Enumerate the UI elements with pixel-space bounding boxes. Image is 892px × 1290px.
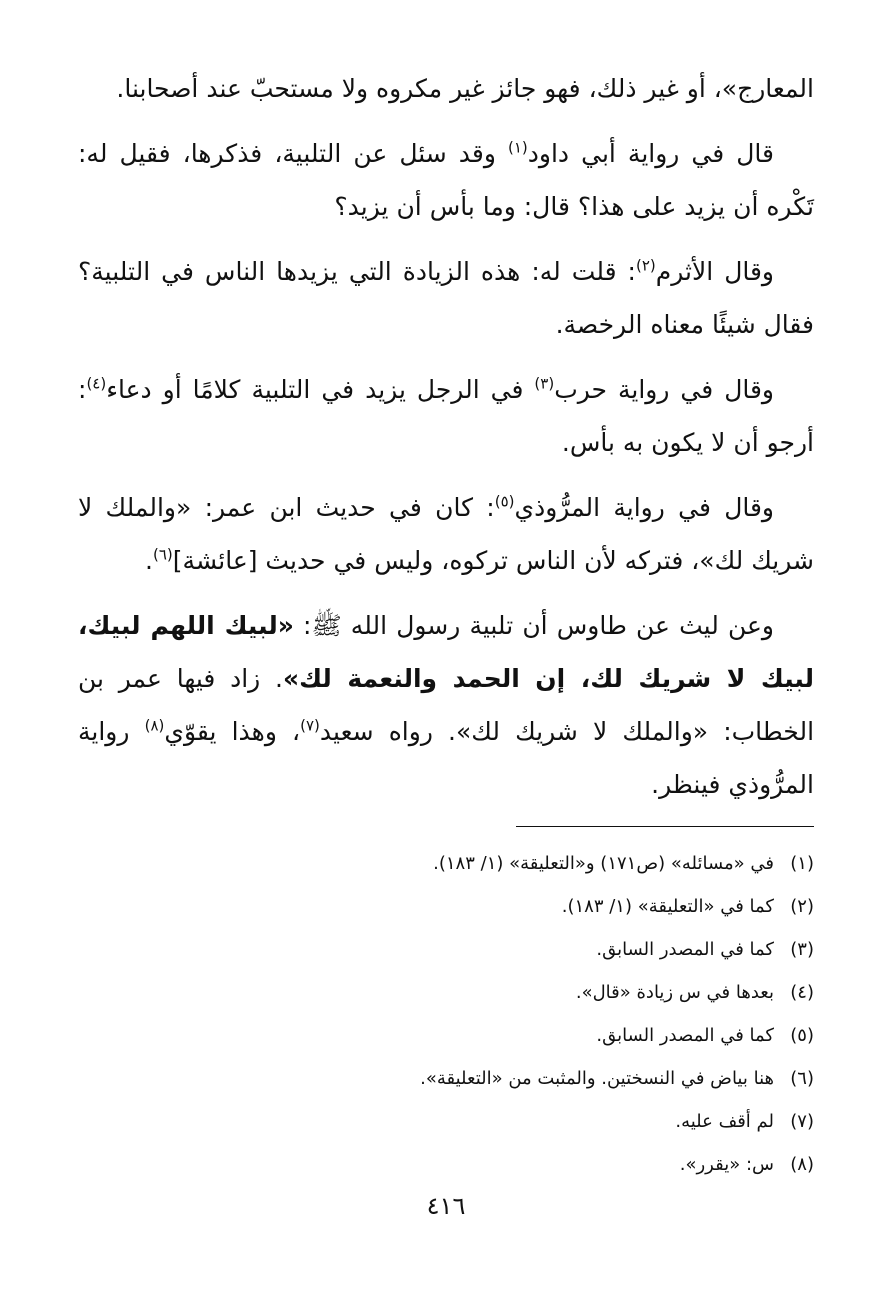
text-segment: : أرجو أن لا يكون به بأس. xyxy=(78,375,814,457)
footnote xyxy=(78,928,814,971)
paragraph xyxy=(78,363,814,469)
footnote-number: (١) xyxy=(790,853,814,874)
footnote-text: كما في المصدر السابق. xyxy=(596,1025,774,1046)
footnote-ref: (٥) xyxy=(494,492,515,511)
text-segment: في الرجل يزيد في التلبية كلامًا أو دعاء xyxy=(106,375,535,404)
text-segment: المعارج»، أو غير ذلك، فهو جائز غير مكروه ولا مستحبّ عند أصحابنا. xyxy=(116,74,814,103)
footnote xyxy=(78,885,814,928)
footnote-number: (٦) xyxy=(790,1068,814,1089)
footnote-text: هنا بياض في النسختين. والمثبت من «التعليقة». xyxy=(420,1068,774,1089)
text-segment: وقال الأثرم xyxy=(655,257,775,286)
text-segment: وقد سئل عن التلبية، فذكرها، فقيل له: تَكْره أن يزيد على هذا؟ قال: وما بأس أن يزيد؟ xyxy=(78,139,814,221)
footnote-separator xyxy=(516,826,814,827)
footnote-number: (٨) xyxy=(790,1154,814,1175)
footnote-text: كما في المصدر السابق. xyxy=(596,939,774,960)
footnote-text: س: «يقرر». xyxy=(679,1154,774,1175)
footnote-ref: (٢) xyxy=(635,256,656,275)
text-segment: وقال في رواية حرب xyxy=(554,375,774,404)
footnote-number: (٢) xyxy=(790,896,814,917)
footnote xyxy=(78,971,814,1014)
footnote xyxy=(78,842,814,885)
footnote xyxy=(78,1100,814,1143)
footnote-ref: (٨) xyxy=(144,716,165,735)
footnotes-list xyxy=(78,842,814,1186)
footnote-text: لم أقف عليه. xyxy=(675,1111,774,1132)
text-segment: رواية المرُّوذي فينظر. xyxy=(78,717,814,799)
paragraph xyxy=(78,127,814,233)
footnote xyxy=(78,1143,814,1186)
footnote-ref: (١) xyxy=(508,138,528,157)
text-segment: ، وهذا يقوّي xyxy=(164,717,301,746)
text-segment: . xyxy=(145,546,153,575)
footnote-number: (٣) xyxy=(790,939,814,960)
bold-text: «لبيك اللهم لبيك، لبيك لا شريك لك، إن الحمد والنعمة لك» xyxy=(78,611,814,693)
paragraph xyxy=(78,245,814,351)
footnote-text: في «مسائله» (ص١٧١) و«التعليقة» (١/ ١٨٣). xyxy=(433,853,774,874)
page-number: ٤١٦ xyxy=(426,1192,466,1220)
footnote-text: كما في «التعليقة» (١/ ١٨٣). xyxy=(561,896,774,917)
text-segment: : قلت له: هذه الزيادة التي يزيدها الناس في التلبية؟ فقال شيئًا معناه الرخصة. xyxy=(78,257,814,339)
footnote-number: (٧) xyxy=(790,1111,814,1132)
footnote-ref: (٣) xyxy=(534,374,555,393)
text-segment: وقال في رواية المرُّوذي xyxy=(514,493,774,522)
footnote xyxy=(78,1057,814,1100)
footnote xyxy=(78,1014,814,1057)
footnote-text: بعدها في س زيادة «قال». xyxy=(575,982,774,1003)
paragraph xyxy=(78,481,814,587)
text-segment: : كان في حديث ابن عمر: «والملك لا شريك لك»، فتركه لأن الناس تركوه، وليس في حديث [عائشة] xyxy=(78,493,814,575)
footnote-number: (٤) xyxy=(790,982,814,1003)
paragraph xyxy=(78,599,814,811)
footnote-ref: (٤) xyxy=(86,374,107,393)
paragraph xyxy=(78,62,814,115)
footnote-ref: (٧) xyxy=(300,716,320,735)
text-segment: قال في رواية أبي داود xyxy=(527,139,774,168)
footnote-ref: (٦) xyxy=(153,545,173,564)
text-segment: وعن ليث عن طاوس أن تلبية رسول الله ﷺ: xyxy=(293,611,774,640)
text-segment: . زاد فيها عمر بن الخطاب: «والملك لا شريك لك». رواه سعيد xyxy=(78,664,815,746)
page-body xyxy=(78,62,814,823)
footnote-number: (٥) xyxy=(790,1025,814,1046)
